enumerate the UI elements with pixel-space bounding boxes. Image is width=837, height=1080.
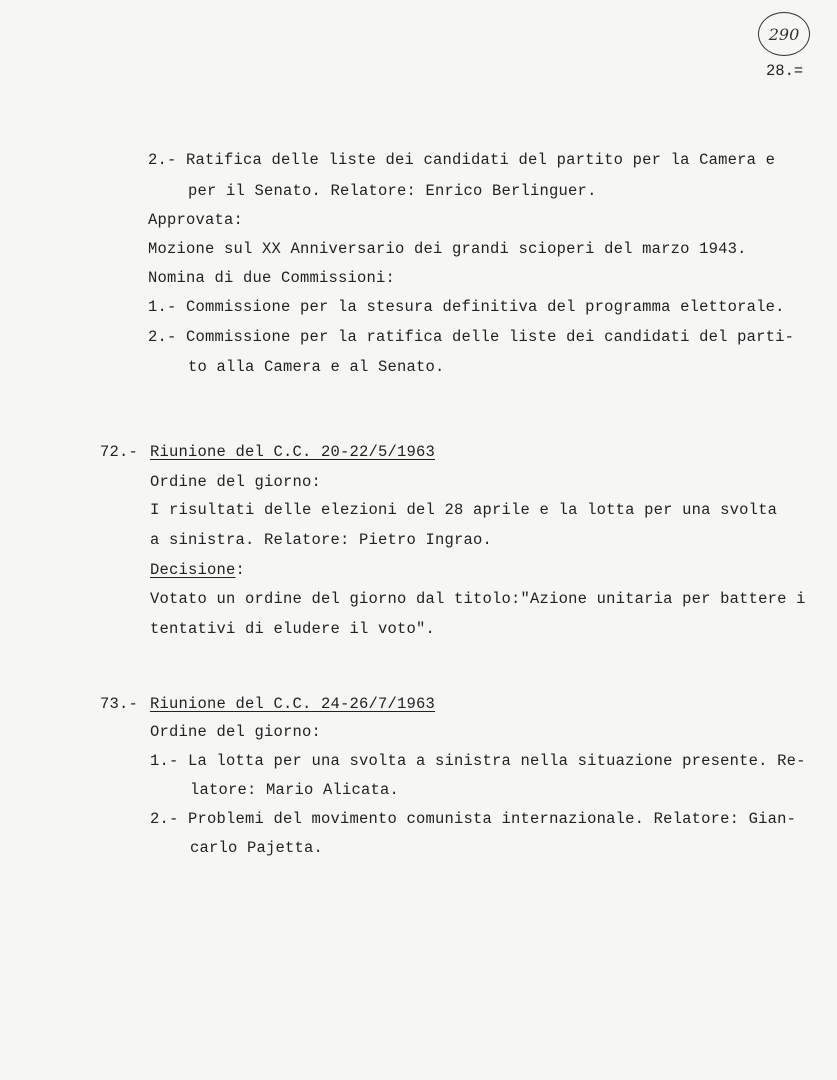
meeting-73-item-1-line-1: 1.- La lotta per una svolta a sinistra nella situazione presente. Re- xyxy=(150,752,806,770)
meeting-72-decision-colon: : xyxy=(235,561,246,579)
approved-label: Approvata: xyxy=(148,211,244,229)
agenda-item-2-line-2: per il Senato. Relatore: Enrico Berlinguer. xyxy=(188,182,597,200)
meeting-72-decision-line-2: tentativi di eludere il voto". xyxy=(150,620,436,638)
meeting-72-agenda-line-2: a sinistra. Relatore: Pietro Ingrao. xyxy=(150,531,493,549)
archive-number-stamp xyxy=(758,12,810,56)
meeting-73-item-2-line-1: 2.- Problemi del movimento comunista internazionale. Relatore: Gian- xyxy=(150,810,797,828)
commission-2-line-2: to alla Camera e al Senato. xyxy=(188,358,445,376)
agenda-item-2-line-1: 2.- Ratifica delle liste dei candidati del partito per la Camera e xyxy=(148,151,776,169)
meeting-72-title: Riunione del C.C. 20-22/5/1963 xyxy=(150,443,436,461)
meeting-73-agenda-label: Ordine del giorno: xyxy=(150,723,322,741)
page-number: 28.= xyxy=(766,62,804,80)
archive-number: 290 xyxy=(768,24,800,44)
meeting-73-number: 73.- xyxy=(100,695,139,713)
motion-text: Mozione sul XX Anniversario dei grandi scioperi del marzo 1943. xyxy=(148,240,747,258)
commissions-label: Nomina di due Commissioni: xyxy=(148,269,396,287)
commission-2-line-1: 2.- Commissione per la ratifica delle liste dei candidati del parti- xyxy=(148,328,795,346)
meeting-72-agenda-label: Ordine del giorno: xyxy=(150,473,322,491)
meeting-73-title: Riunione del C.C. 24-26/7/1963 xyxy=(150,695,436,713)
meeting-73-item-1-line-2: latore: Mario Alicata. xyxy=(190,781,400,799)
meeting-72-decision-label: Decisione xyxy=(150,561,236,579)
commission-1: 1.- Commissione per la stesura definitiva del programma elettorale. xyxy=(148,298,785,316)
meeting-73-item-2-line-2: carlo Pajetta. xyxy=(190,839,324,857)
meeting-72-agenda-line-1: I risultati delle elezioni del 28 aprile e la lotta per una svolta xyxy=(150,501,778,519)
meeting-72-number: 72.- xyxy=(100,443,139,461)
meeting-72-decision-line-1: Votato un ordine del giorno dal titolo:"Azione unitaria per battere i xyxy=(150,590,806,608)
meeting-72-decision-heading xyxy=(150,560,245,580)
